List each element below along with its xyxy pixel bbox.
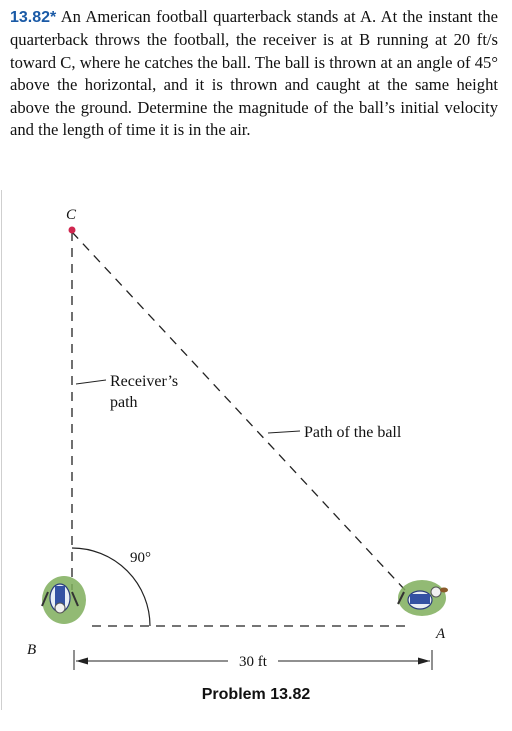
receiver-path-label-line1: Receiver’s — [110, 373, 179, 390]
problem-text: An American football quarterback stands at A. At the instant the quarterback throws the football, the receiver is at B running at 20 ft/s toward C, where he catches the ball. The ball is thrown at an angle of 45° above the horizontal, and it is thrown and caught at the same height above the ground. Determine the magnitude of the ball’s initial velocity and the length of time it is in the air. — [10, 7, 498, 140]
ball-path-line — [72, 232, 405, 590]
label-b: B — [27, 642, 37, 658]
problem-number: 13.82* — [10, 9, 57, 26]
label-a: A — [436, 626, 446, 642]
ball-path-leader — [268, 431, 300, 433]
ball-path-label: Path of the ball — [304, 424, 402, 441]
label-c: C — [66, 207, 77, 223]
receiver-path-label-line2: path — [110, 394, 138, 411]
receiver-path-leader — [76, 380, 106, 384]
receiver-figure — [42, 576, 86, 624]
point-c-marker — [69, 227, 76, 234]
figure-caption: Problem 13.82 — [201, 686, 311, 703]
quarterback-figure — [398, 580, 448, 616]
distance-label: 30 ft — [239, 654, 267, 670]
angle-label: 90° — [130, 550, 151, 566]
